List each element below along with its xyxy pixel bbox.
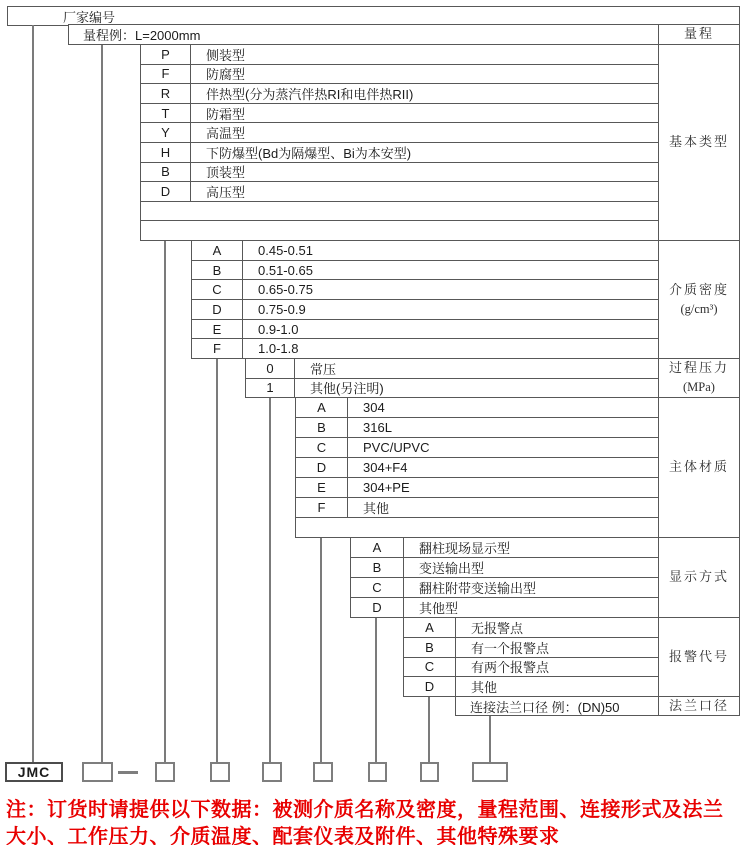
side-label-text: 过程压力	[668, 360, 729, 376]
model-box-process-pressure	[262, 762, 282, 782]
code-cell: E	[192, 320, 243, 339]
medium-density-row	[192, 300, 658, 320]
range-side-label	[659, 25, 739, 44]
process-pressure-side-label	[659, 359, 739, 397]
basic-type-row	[141, 65, 658, 85]
code-cell: C	[192, 280, 243, 299]
process-pressure-row	[246, 379, 658, 398]
code-cell: R	[141, 84, 191, 103]
model-dash	[118, 771, 138, 774]
side-label-text: 介质密度	[668, 281, 729, 297]
ordering-note-line2: 大小、工作压力、介质温度、配套仪表及附件、其他特殊要求	[6, 826, 560, 845]
desc-cell: 高温型	[206, 126, 246, 142]
desc-cell: PVC/UPVC	[363, 440, 430, 455]
model-box-flange-size	[472, 762, 508, 782]
basic-type-side-label	[659, 45, 739, 240]
desc-cell: 其他型	[419, 601, 459, 616]
body-material-rows	[296, 398, 659, 537]
code-cell: D	[192, 300, 243, 319]
code-cell: C	[404, 658, 456, 677]
desc-cell: 高压型	[206, 184, 246, 200]
desc-cell: 量程例：L=2000mm	[83, 28, 201, 43]
connector-line-basic-type	[164, 241, 166, 763]
ordering-note-line1: 注：订货时请提供以下数据：被测介质名称及密度，量程范围、连接形式及法兰	[6, 799, 724, 821]
connector-line-process-pressure	[269, 398, 271, 763]
code-cell: B	[404, 638, 456, 657]
factory-number-label: 厂家编号	[63, 9, 116, 25]
code-cell: D	[296, 458, 348, 477]
desc-cell: 防霜型	[206, 106, 246, 122]
body-material-row	[296, 478, 658, 498]
basic-type-rows	[141, 45, 659, 240]
side-label-text: 法兰口径	[668, 697, 729, 713]
process-pressure-rows	[246, 359, 659, 397]
alarm-code-row	[404, 677, 658, 696]
body-material-row	[296, 418, 658, 438]
body-material-row	[296, 438, 658, 458]
basic-type-row	[141, 182, 658, 202]
alarm-code-side-label	[659, 618, 739, 696]
desc-cell: 304+F4	[363, 460, 408, 475]
desc-cell: 常压	[310, 361, 337, 377]
model-box-basic-type	[155, 762, 175, 782]
code-cell: A	[351, 538, 404, 557]
code-cell: B	[192, 261, 243, 280]
display-mode-row	[351, 538, 658, 558]
desc-cell: 0.65-0.75	[258, 282, 313, 298]
code-cell: A	[296, 398, 348, 417]
desc-cell: 0.9-1.0	[258, 321, 299, 337]
flange-size-rows	[456, 697, 659, 715]
medium-density-side-label	[659, 241, 739, 358]
side-label-sub: (MPa)	[683, 380, 715, 395]
code-cell: B	[351, 558, 404, 577]
body-material-row	[296, 498, 658, 518]
code-cell: F	[192, 339, 243, 358]
code-cell: 1	[246, 379, 295, 398]
desc-cell: 316L	[363, 420, 392, 435]
code-cell: A	[404, 618, 456, 637]
desc-cell: 翻柱附带变送输出型	[419, 581, 537, 596]
desc-cell: 防腐型	[206, 67, 246, 83]
connector-line-medium-density	[216, 359, 218, 763]
model-box-alarm-code	[420, 762, 439, 782]
section-flange-size	[455, 696, 740, 716]
basic-type-row	[141, 221, 658, 240]
medium-density-row	[192, 320, 658, 340]
code-cell: C	[296, 438, 348, 457]
section-display-mode	[350, 537, 740, 618]
code-cell: T	[141, 104, 191, 123]
section-alarm-code	[403, 617, 740, 697]
code-cell: D	[351, 598, 404, 617]
side-label-text: 量程	[683, 26, 714, 42]
section-body-material	[295, 397, 740, 538]
desc-cell: 304	[363, 400, 385, 415]
ordering-note	[6, 797, 748, 845]
side-label-text: 基本类型	[668, 134, 729, 150]
desc-cell: 翻柱现场显示型	[419, 541, 511, 556]
desc-cell: 304+PE	[363, 480, 410, 495]
section-process-pressure	[245, 358, 740, 398]
desc-cell: 1.0-1.8	[258, 341, 299, 357]
code-cell: C	[351, 578, 404, 597]
connector-line-display-mode	[375, 618, 377, 763]
basic-type-row	[141, 163, 658, 183]
desc-cell: 伴热型(分为蒸汽伴热RI和电伴热RII)	[206, 86, 414, 102]
basic-type-row	[141, 143, 658, 163]
desc-cell: 0.45-0.51	[258, 242, 313, 258]
medium-density-row	[192, 339, 658, 358]
code-cell: H	[141, 143, 191, 162]
body-material-row	[296, 458, 658, 478]
code-cell: B	[296, 418, 348, 437]
basic-type-row	[141, 84, 658, 104]
model-box-medium-density	[210, 762, 230, 782]
desc-cell: 变送输出型	[419, 561, 485, 576]
alarm-code-row	[404, 638, 658, 658]
model-box-body-material	[313, 762, 333, 782]
basic-type-row	[141, 104, 658, 124]
desc-cell: 0.51-0.65	[258, 262, 313, 278]
model-box-range	[82, 762, 113, 782]
side-label-sub: (g/cm³)	[680, 301, 718, 316]
alarm-code-row	[404, 658, 658, 678]
code-cell: B	[141, 163, 191, 182]
basic-type-row	[141, 202, 658, 222]
code-cell: F	[296, 498, 348, 517]
display-mode-row	[351, 558, 658, 578]
body-material-side-label	[659, 398, 739, 537]
code-cell: P	[141, 45, 191, 64]
code-cell: F	[141, 65, 191, 84]
alarm-code-rows	[404, 618, 659, 696]
basic-type-row	[141, 123, 658, 143]
side-label-text: 显示方式	[668, 569, 729, 585]
desc-cell: 顶装型	[206, 165, 246, 181]
factory-number-bar	[7, 6, 740, 26]
desc-cell: 连接法兰口径 例：(DN)50	[470, 699, 620, 715]
display-mode-row	[351, 598, 658, 617]
flange-size-row	[456, 697, 658, 715]
desc-cell: 有两个报警点	[471, 660, 550, 676]
connector-line-factory	[32, 25, 34, 763]
model-prefix-text: JMC	[17, 764, 51, 780]
side-label-text: 主体材质	[668, 459, 729, 475]
basic-type-row	[141, 45, 658, 65]
display-mode-rows	[351, 538, 659, 617]
desc-cell: 其他	[471, 680, 498, 696]
model-box-display-mode	[368, 762, 387, 782]
medium-density-row	[192, 280, 658, 300]
section-basic-type	[140, 44, 740, 241]
connector-line-body-material	[320, 538, 322, 763]
section-range	[68, 24, 740, 45]
desc-cell: 其他	[363, 501, 390, 516]
range-rows	[69, 25, 659, 44]
code-cell: D	[141, 182, 191, 201]
body-material-row	[296, 518, 658, 537]
flange-size-side-label	[659, 697, 739, 715]
connector-line-flange-size	[489, 716, 491, 763]
display-mode-row	[351, 578, 658, 598]
desc-cell: 无报警点	[471, 620, 524, 636]
desc-cell: 其他(另注明)	[310, 381, 384, 397]
connector-line-range	[101, 45, 103, 763]
code-cell: D	[404, 677, 456, 696]
medium-density-rows	[192, 241, 659, 358]
desc-cell: 侧装型	[206, 47, 246, 63]
range-row	[69, 25, 658, 44]
medium-density-row	[192, 261, 658, 281]
code-cell: Y	[141, 123, 191, 142]
alarm-code-row	[404, 618, 658, 638]
section-medium-density	[191, 240, 740, 359]
model-prefix-box	[5, 762, 63, 782]
desc-cell: 下防爆型(Bd为隔爆型、Bi为本安型)	[206, 145, 412, 161]
display-mode-side-label	[659, 538, 739, 617]
body-material-row	[296, 398, 658, 418]
connector-line-alarm-code	[428, 697, 430, 763]
medium-density-row	[192, 241, 658, 261]
side-label-text: 报警代号	[668, 648, 729, 664]
desc-cell: 有一个报警点	[471, 640, 550, 656]
process-pressure-row	[246, 359, 658, 379]
code-cell: A	[192, 241, 243, 260]
desc-cell: 0.75-0.9	[258, 301, 306, 317]
code-cell: E	[296, 478, 348, 497]
code-cell: 0	[246, 359, 295, 378]
